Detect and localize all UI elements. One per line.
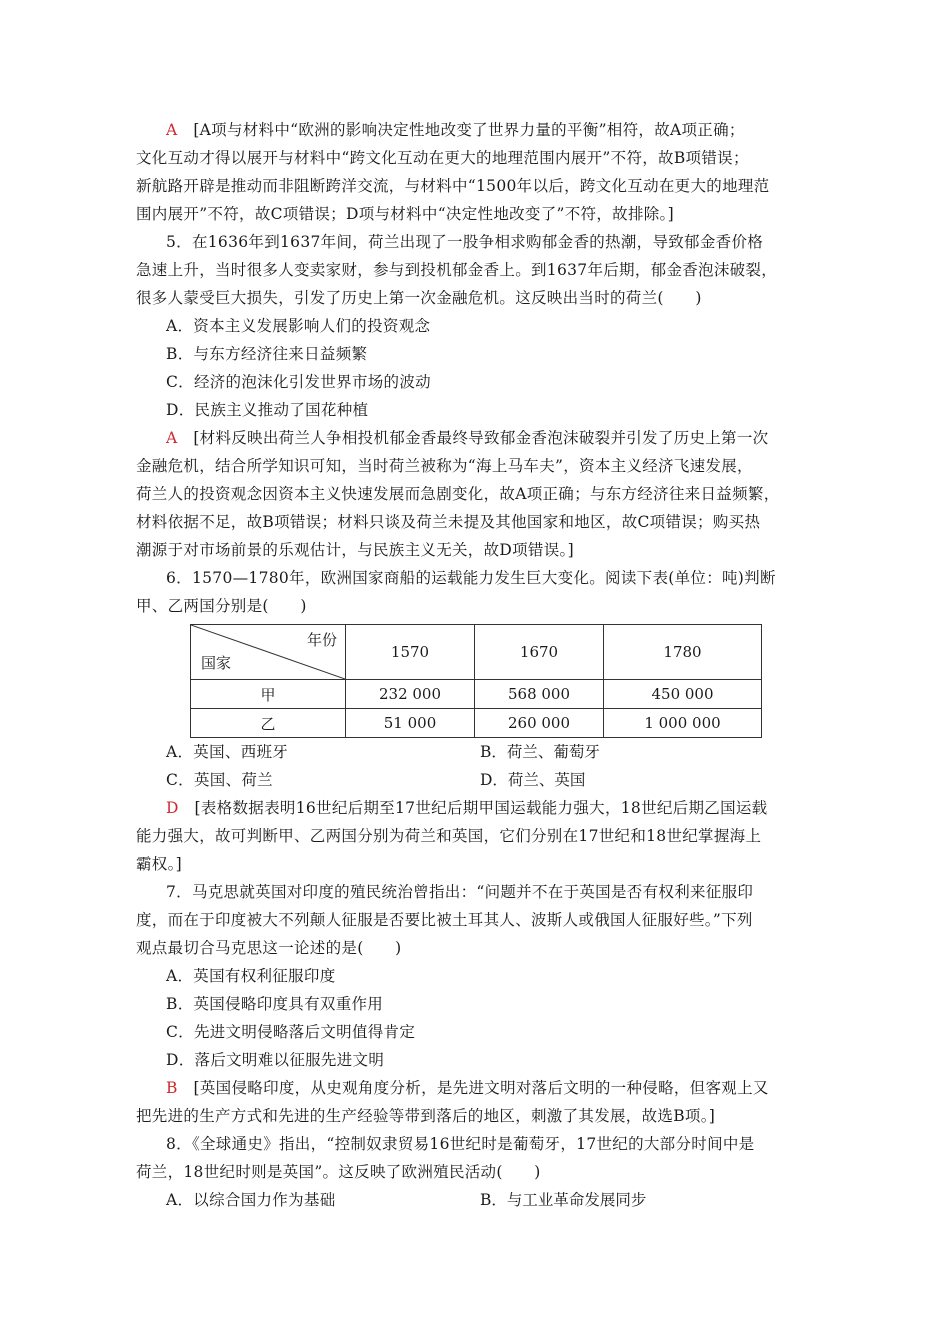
table-corner-header <box>191 625 346 680</box>
q8-option-b: B．与工业革命发展同步 <box>480 1191 647 1209</box>
q6-option-d: D．荷兰、英国 <box>480 771 586 789</box>
q7-answer-line: B [英国侵略印度，从史观角度分析，是先进文明对落后文明的一种侵略，但客观上又 <box>166 1079 769 1097</box>
answer-letter: D <box>166 799 179 817</box>
q7-option-d: D．落后文明难以征服先进文明 <box>166 1051 385 1069</box>
shipping-capacity-table <box>190 624 762 738</box>
q4-answer-line: 文化互动才得以展开与材料中“跨文化互动在更大的地理范围内展开”不符，故B项错误； <box>136 149 749 167</box>
q5-option-b: B．与东方经济往来日益频繁 <box>166 345 368 363</box>
q4-answer-line: 新航路开辟是推动而非阻断跨洋交流，与材料中“1500年以后，跨文化互动在更大的地理范 <box>136 177 770 195</box>
value-cell: 51 000 <box>346 709 475 738</box>
q5-stem-line: 急速上升，当时很多人变卖家财，参与到投机郁金香上。到1637年后期，郁金香泡沫破裂， <box>136 261 778 279</box>
q5-answer-line: 荷兰人的投资观念因资本主义快速发展而急剧变化，故A项正确；与东方经济往来日益频繁， <box>136 485 780 503</box>
value-cell: 260 000 <box>475 709 604 738</box>
year-header: 1570 <box>346 625 475 680</box>
header-country-label: 国家 <box>201 654 232 672</box>
q6-option-a: A．英国、西班牙 <box>166 743 289 761</box>
q7-option-a: A．英国有权利征服印度 <box>166 967 336 985</box>
q8-option-a: A．以综合国力作为基础 <box>166 1191 336 1209</box>
q4-answer-line: 围内展开”不符，故C项错误；D项与材料中“决定性地改变了”不符，故排除。] <box>136 205 674 223</box>
q5-stem-line: 很多人蒙受巨大损失，引发了历史上第一次金融危机。这反映出当时的荷兰( ) <box>136 289 702 307</box>
answer-letter: B <box>166 1079 178 1097</box>
year-header: 1780 <box>604 625 762 680</box>
q6-option-b: B．荷兰、葡萄牙 <box>480 743 600 761</box>
value-cell: 568 000 <box>475 680 604 709</box>
q5-answer-line: 潮源于对市场前景的乐观估计，与民族主义无关，故D项错误。] <box>136 541 574 559</box>
q6-stem-line: 6．1570—1780年，欧洲国家商船的运载能力发生巨大变化。阅读下表(单位：吨)判断 <box>166 569 776 587</box>
table-row <box>191 680 762 709</box>
q7-stem-line: 7．马克思就英国对印度的殖民统治曾指出：“问题并不在于英国是否有权利来征服印 <box>166 883 754 901</box>
q5-stem-line: 5．在1636年到1637年间，荷兰出现了一股争相求购郁金香的热潮，导致郁金香价格 <box>166 233 764 251</box>
value-cell: 1 000 000 <box>604 709 762 738</box>
q5-answer-line: 金融危机，结合所学知识可知，当时荷兰被称为“海上马车夫”，资本主义经济飞速发展， <box>136 457 753 475</box>
q6-answer-line: 能力强大，故可判断甲、乙两国分别为荷兰和英国，它们分别在17世纪和18世纪掌握海上 <box>136 827 762 845</box>
value-cell: 450 000 <box>604 680 762 709</box>
q7-option-b: B．英国侵略印度具有双重作用 <box>166 995 384 1013</box>
q6-option-c: C．英国、荷兰 <box>166 771 273 789</box>
answer-letter: A <box>166 121 178 139</box>
q7-answer-line: 把先进的生产方式和先进的生产经验等带到落后的地区，刺激了其发展，故选B项。] <box>136 1107 716 1125</box>
year-header: 1670 <box>475 625 604 680</box>
table-row <box>191 709 762 738</box>
q4-answer-line: A [A项与材料中“欧洲的影响决定性地改变了世界力量的平衡”相符，故A项正确； <box>166 121 745 139</box>
q7-stem-line: 度，而在于印度被大不列颠人征服是否要比被土耳其人、波斯人或俄国人征服好些。”下列 <box>136 911 753 929</box>
header-year-label: 年份 <box>306 631 337 649</box>
q7-option-c: C．先进文明侵略落后文明值得肯定 <box>166 1023 416 1041</box>
q5-option-a: A．资本主义发展影响人们的投资观念 <box>166 317 431 335</box>
q7-stem-line: 观点最切合马克思这一论述的是( ) <box>136 939 402 957</box>
q8-stem-line: 8．《全球通史》指出，“控制奴隶贸易16世纪时是葡萄牙，17世纪的大部分时间中是 <box>166 1135 755 1153</box>
country-cell: 乙 <box>191 709 346 738</box>
q5-option-c: C．经济的泡沫化引发世界市场的波动 <box>166 373 431 391</box>
q6-answer-line: D [表格数据表明16世纪后期至17世纪后期甲国运载能力强大，18世纪后期乙国运载 <box>166 799 768 817</box>
q8-stem-line: 荷兰，18世纪时则是英国”。这反映了欧洲殖民活动( ) <box>136 1163 541 1181</box>
q5-option-d: D．民族主义推动了国花种植 <box>166 401 369 419</box>
q5-answer-line: A [材料反映出荷兰人争相投机郁金香最终导致郁金香泡沫破裂并引发了历史上第一次 <box>166 429 769 447</box>
country-cell: 甲 <box>191 680 346 709</box>
q5-answer-line: 材料依据不足，故B项错误；材料只谈及荷兰未提及其他国家和地区，故C项错误；购买热 <box>136 513 761 531</box>
value-cell: 232 000 <box>346 680 475 709</box>
q6-answer-line: 霸权。] <box>136 855 182 873</box>
answer-letter: A <box>166 429 178 447</box>
q6-stem-line: 甲、乙两国分别是( ) <box>136 597 307 615</box>
